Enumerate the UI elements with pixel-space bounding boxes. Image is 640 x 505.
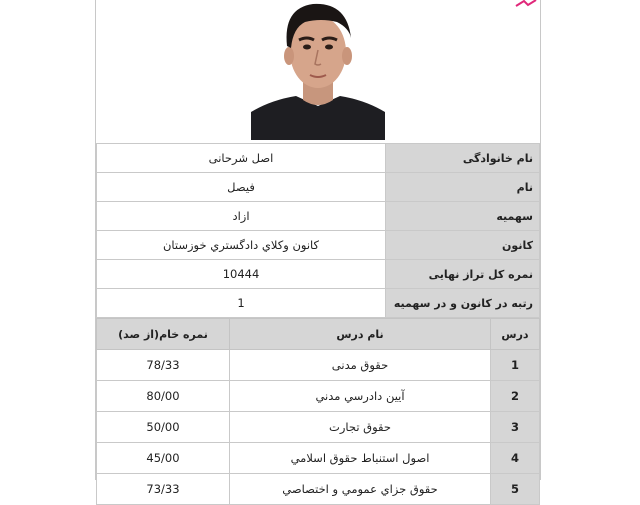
total-score-label: نمره کل تراز نهایی [386,260,540,289]
table-row [97,350,540,381]
raw-score-header: نمره خام(از صد) [97,319,230,350]
course-name-header: نام درس [230,319,491,350]
result-card [95,0,541,496]
course-score: 78/33 [97,350,230,381]
info-row-family [97,144,540,173]
center-label: کانون [386,231,540,260]
course-name: حقوق تجارت [230,412,491,443]
info-row-center [97,231,540,260]
table-row [97,474,540,505]
course-number: 1 [491,350,540,381]
info-row-name [97,173,540,202]
course-name: آیین دادرسي مدني [230,381,491,412]
photo-area [96,0,540,142]
total-score-value: 10444 [97,260,386,289]
rank-label: رتبه در کانون و در سهمیه [386,289,540,318]
course-score: 50/00 [97,412,230,443]
student-photo [251,0,385,140]
center-value: کانون وکلاي دادگستري خوزستان [97,231,386,260]
family-value: اصل شرحانی [97,144,386,173]
student-info-table [96,143,540,318]
course-score: 45/00 [97,443,230,474]
info-row-total-score [97,260,540,289]
course-name: اصول استنباط حقوق اسلامي [230,443,491,474]
course-score: 80/00 [97,381,230,412]
rank-value: 1 [97,289,386,318]
course-number: 5 [491,474,540,505]
grades-header-row [97,319,540,350]
course-name: حقوق جزاي عمومي و اختصاصي [230,474,491,505]
family-label: نام خانوادگی [386,144,540,173]
quota-value: ازاد [97,202,386,231]
table-row [97,443,540,474]
quota-label: سهمیه [386,202,540,231]
info-row-rank [97,289,540,318]
table-row [97,412,540,443]
grades-table [96,318,540,505]
name-label: نام [386,173,540,202]
table-row [97,381,540,412]
course-score: 73/33 [97,474,230,505]
course-number: 3 [491,412,540,443]
course-number: 2 [491,381,540,412]
info-row-quota [97,202,540,231]
course-number: 4 [491,443,540,474]
course-number-header: درس [491,319,540,350]
pink-mark-icon [514,0,540,8]
course-name: حقوق مدنی [230,350,491,381]
name-value: فیصل [97,173,386,202]
